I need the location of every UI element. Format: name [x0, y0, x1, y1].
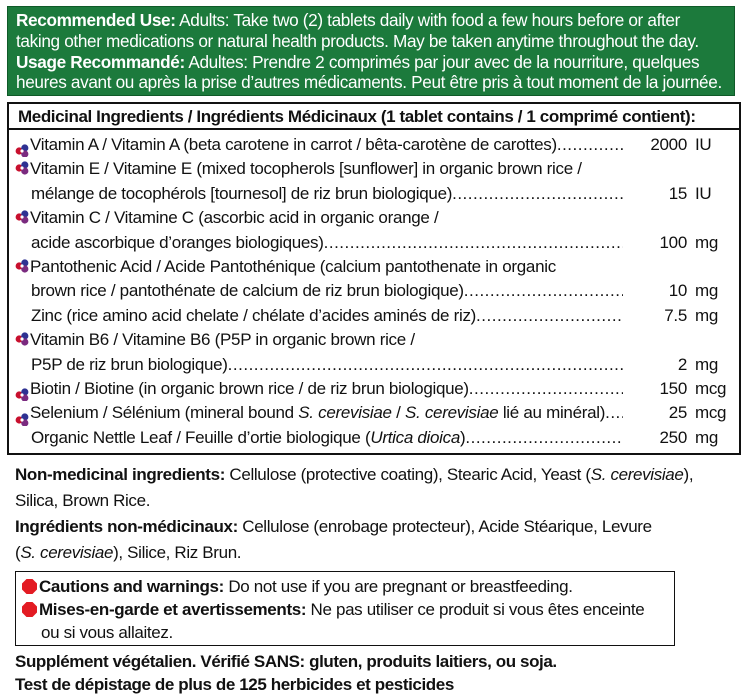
- ingredient-unit: IU: [695, 135, 712, 154]
- ingredient-unit: mg: [695, 305, 719, 325]
- cautions-text: Do not use if you are pregnant or breastfeeding.: [223, 577, 573, 596]
- ingredient-name: Vitamin C / Vitamine C (ascorbic acid in organic orange /: [30, 208, 439, 228]
- ingredient-amount: 150: [659, 379, 687, 399]
- vitamin-icon: [15, 144, 29, 157]
- ingredient-name: Biotin / Biotine (in organic brown rice / de riz brun biologique): [30, 379, 469, 399]
- vitamin-icon: [15, 388, 29, 401]
- recommended-use-text-1: Adults: Take two (2) tablets daily with food a few hours before or after: [175, 10, 680, 30]
- non-medicinal-text-2: Silica, Brown Rice.: [15, 491, 151, 510]
- ingredient-amount: 2000: [650, 135, 687, 154]
- non-medicinal-italic: S. cerevisiae: [590, 465, 684, 484]
- ingredient-row: [15, 206, 739, 230]
- footer-claims: [15, 650, 557, 696]
- non-medicinal-text-end: ),: [683, 465, 694, 484]
- cautions-label: Cautions and warnings:: [39, 577, 224, 596]
- ingredient-amount: 2: [677, 354, 687, 374]
- non-medicinaux-label: Ingrédients non-médicinaux:: [15, 517, 238, 536]
- ingredient-unit: mg: [695, 354, 719, 374]
- ingredient-unit: mg: [695, 232, 719, 252]
- vitamin-icon: [15, 161, 29, 175]
- ingredient-row-cont: [15, 353, 739, 377]
- ingredient-row: [15, 133, 739, 157]
- usage-recommande-label: Usage Recommandé:: [16, 51, 185, 72]
- usage-recommande-text-1: Adultes: Prendre 2 comprimés par jour avec de la nourriture, quelques: [184, 51, 700, 72]
- ingredient-row: [15, 157, 739, 181]
- ingredient-unit: IU: [695, 183, 712, 203]
- ingredient-unit: mg: [695, 427, 719, 447]
- ingredient-row-cont: [15, 279, 739, 303]
- ingredient-unit: mcg: [695, 403, 727, 423]
- vitamin-icon: [15, 210, 29, 224]
- ingredient-name: Zinc (rice amino acid chelate / chélate d’acides aminés de riz): [31, 305, 477, 325]
- mises-en-garde-text-2: ou si vous allaitez.: [41, 623, 173, 642]
- ingredient-amount: 25: [668, 403, 687, 423]
- ingredient-row: [15, 304, 739, 328]
- ingredient-name: Organic Nettle Leaf / Feuille d’ortie biologique (Urtica dioica): [31, 427, 466, 447]
- ingredient-unit: mg: [695, 281, 719, 301]
- ingredient-row: [15, 401, 739, 425]
- ingredients-heading: Medicinal Ingredients / Ingrédients Médicinaux (1 tablet contains / 1 comprimé contient):: [18, 107, 696, 126]
- ingredient-row-cont: [15, 182, 739, 206]
- stop-sign-icon: [22, 602, 37, 617]
- stop-sign-icon: [22, 579, 37, 594]
- non-medicinaux-text-2: ), Silice, Riz Brun.: [113, 543, 242, 562]
- recommended-use-label: Recommended Use:: [16, 10, 176, 30]
- ingredient-amount: 15: [668, 183, 687, 203]
- ingredient-row: [15, 426, 739, 450]
- non-medicinal-ingredients: [15, 462, 693, 566]
- vegan-claim: Supplément végétalien. Vérifié SANS: gluten, produits laitiers, ou soja.: [15, 652, 557, 671]
- usage-recommande-text-2: heures avant ou après la prise d’autres médicaments. Peut être pris à tout moment de la journée.: [16, 72, 722, 93]
- ingredient-unit: mcg: [695, 379, 727, 399]
- ingredient-name: Vitamin B6 / Vitamine B6 (P5P in organic brown rice /: [30, 330, 415, 350]
- vitamin-icon: [15, 332, 29, 346]
- mises-en-garde-label: Mises-en-garde et avertissements:: [39, 600, 307, 619]
- ingredient-name: Vitamin E / Vitamine E (mixed tocopherols [sunflower] in organic brown rice /: [30, 159, 582, 179]
- ingredient-row: [15, 328, 739, 352]
- recommended-use-text-2: taking other medications or natural health products. May be taken anytime throughout the day.: [16, 30, 699, 51]
- recommended-use-panel: [7, 6, 735, 96]
- ingredient-row: [15, 255, 739, 279]
- non-medicinal-text: Cellulose (protective coating), Stearic Acid, Yeast (: [225, 465, 591, 484]
- ingredient-name: Selenium / Sélénium (mineral bound S. cerevisiae / S. cerevisiae lié au minéral): [30, 403, 606, 423]
- ingredient-amount: 250: [659, 427, 687, 447]
- ingredient-row-cont: [15, 231, 739, 255]
- non-medicinaux-text: Cellulose (enrobage protecteur), Acide Stéarique, Levure: [237, 517, 652, 536]
- vitamin-icon: [15, 413, 29, 426]
- ingredient-name-cont: acide ascorbique d’oranges biologiques): [31, 232, 324, 252]
- testing-claim: Test de dépistage de plus de 125 herbicides et pesticides: [15, 675, 454, 694]
- vitamin-icon: [15, 259, 29, 273]
- ingredient-amount: 100: [659, 232, 687, 252]
- paren-open: (: [15, 543, 21, 562]
- ingredient-amount: 10: [668, 281, 687, 301]
- mises-en-garde-text: Ne pas utiliser ce produit si vous êtes enceinte: [306, 600, 645, 619]
- ingredient-row: [15, 377, 739, 401]
- cautions-warnings-box: [15, 571, 675, 646]
- ingredient-name-cont: mélange de tocophérols [tournesol] de riz brun biologique): [31, 183, 453, 203]
- non-medicinal-label: Non-medicinal ingredients:: [15, 465, 226, 484]
- ingredient-name-cont: P5P de riz brun biologique): [31, 354, 228, 374]
- medicinal-ingredients-table: [7, 102, 741, 455]
- ingredient-name: Vitamin A / Vitamin A (beta carotene in carrot / bêta-carotène de carottes): [30, 135, 557, 154]
- ingredient-name-cont: brown rice / pantothénate de calcium de riz brun biologique): [31, 281, 464, 301]
- non-medicinaux-italic: S. cerevisiae: [20, 543, 114, 562]
- ingredient-amount: 7.5: [664, 305, 687, 325]
- ingredient-name: Pantothenic Acid / Acide Pantothénique (calcium pantothenate in organic: [30, 257, 556, 277]
